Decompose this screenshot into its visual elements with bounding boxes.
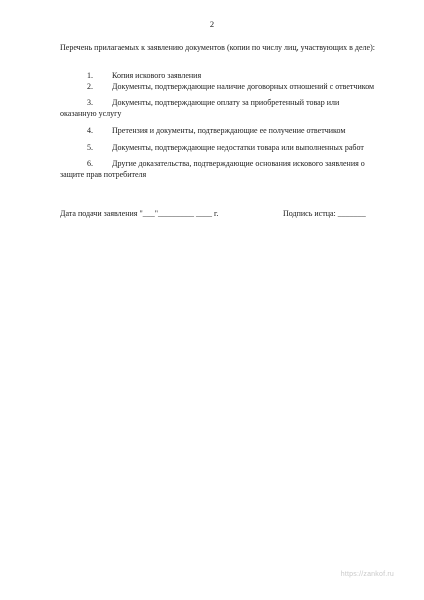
page-number: 2 [209,19,215,29]
list-item-number: 6. [87,159,93,168]
list-item-number: 5. [87,143,93,152]
list-item-number: 1. [87,71,93,80]
list-item [60,158,400,180]
list-item [60,70,400,81]
list-item-number: 3. [87,98,93,107]
list-item-text-continued: защите прав потребителя [60,170,147,179]
list-item [60,81,400,92]
list-item-text: Копия искового заявления [112,71,202,80]
plaintiff-signature-line: Подпись истца: _______ [283,209,366,218]
filing-date-line: Дата подачи заявления "___"_________ ____ г. [60,209,219,218]
list-item-text-continued: оказанную услугу [60,109,122,118]
watermark-link[interactable]: https://zankof.ru [340,571,394,578]
list-item-text: Претензия и документы, подтверждающие ее получение ответчиком [112,126,346,135]
list-item-text: Документы, подтверждающие недостатки товара или выполненных работ [112,143,364,152]
list-item-text: Документы, подтверждающие оплату за приобретенный товар или [112,98,340,107]
list-item [60,142,400,153]
attachments-intro: Перечень прилагаемых к заявлению документов (копии по числу лиц, участвующих в деле): [60,43,375,52]
list-item [60,97,400,119]
list-item [60,125,400,136]
list-item-number: 2. [87,82,93,91]
list-item-text: Другие доказательства, подтверждающие основания искового заявления о [112,159,365,168]
list-item-text: Документы, подтверждающие наличие договорных отношений с ответчиком [112,82,375,91]
list-item-number: 4. [87,126,93,135]
